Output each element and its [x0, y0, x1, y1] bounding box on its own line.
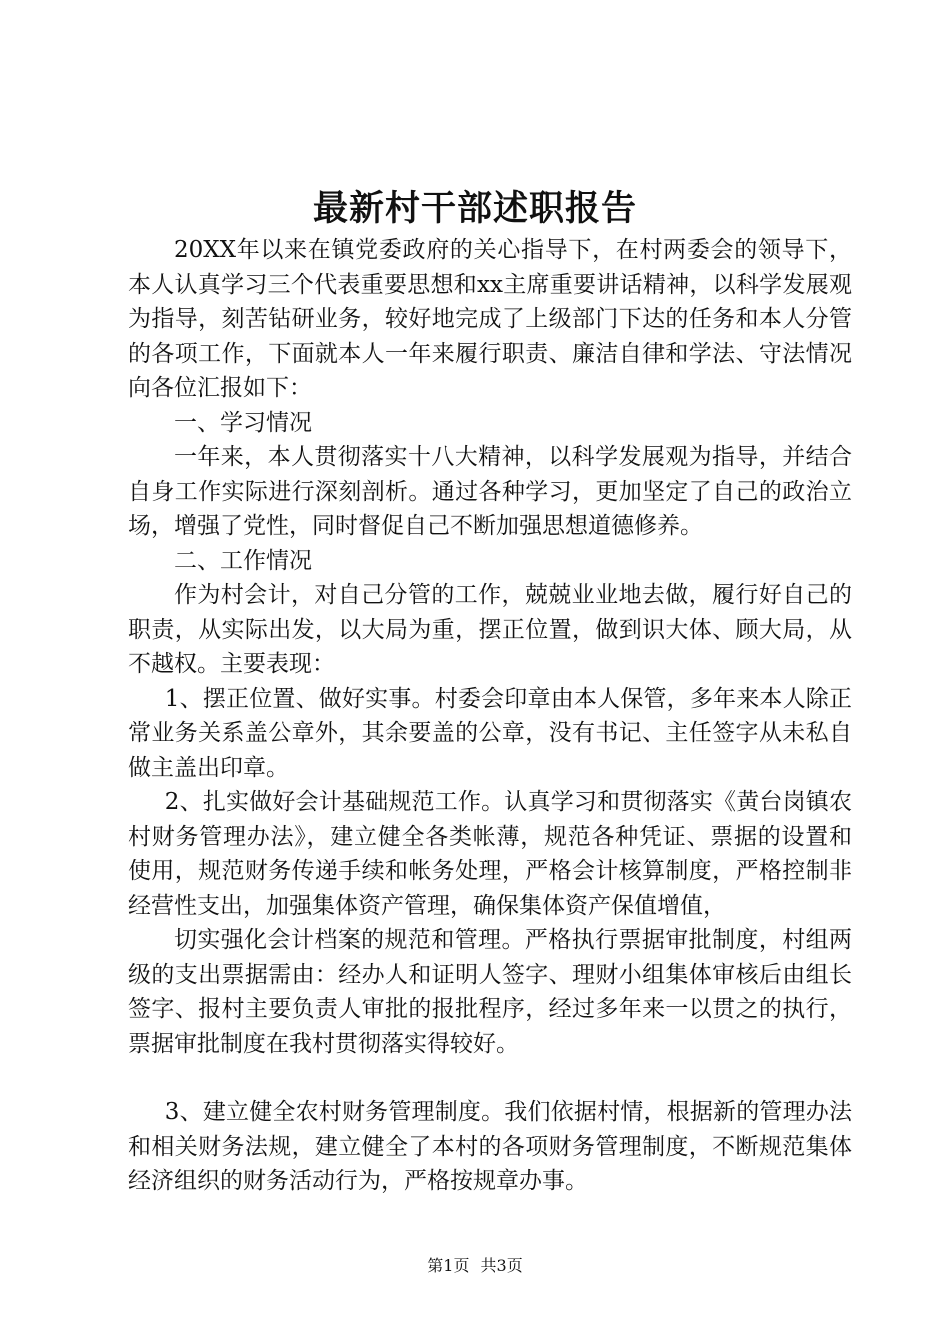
document-body [128, 233, 852, 1199]
document-title: 最新村干部述职报告 [312, 188, 637, 229]
paragraph-archives: 切实强化会计档案的规范和管理。严格执行票据审批制度，村组两级的支出票据需由：经办人和证明人签字、理财小组集体审核后由组长签字、报村主要负责人审批的报批程序，经过多年来一以贯之的执行，票据审批制度在我村贯彻落实得较好。 [128, 927, 852, 1057]
paragraph-study: 一年来，本人贯彻落实十八大精神，以科学发展观为指导，并结合自身工作实际进行深刻剖析。通过各种学习，更加坚定了自己的政治立场，增强了党性，同时督促自己不断加强思想道德修养。 [128, 444, 852, 539]
paragraph-intro: 20XX年以来在镇党委政府的关心指导下，在村两委会的领导下，本人认真学习三个代表重要思想和xx主席重要讲话精神，以科学发展观为指导，刻苦钻研业务，较好地完成了上级部门下达的任务和本人分管的各项工作，下面就本人一年来履行职责、廉洁自律和学法、守法情况向各位汇报如下： [128, 237, 852, 401]
paragraph-work: 作为村会计，对自己分管的工作，兢兢业业地去做，履行好自己的职责，从实际出发，以大局为重，摆正位置，做到识大体、顾大局，从不越权。主要表现： [128, 582, 852, 677]
paragraph-item-2: 2、扎实做好会计基础规范工作。认真学习和贯彻落实《黄台岗镇农村财务管理办法》，建立健全各类帐薄，规范各种凭证、票据的设置和使用，规范财务传递手续和帐务处理，严格会计核算制度，严格控制非经营性支出，加强集体资产管理，确保集体资产保值增值， [128, 789, 852, 919]
paragraph-item-3: 3、建立健全农村财务管理制度。我们依据村情，根据新的管理办法和相关财务法规，建立健全了本村的各项财务管理制度，不断规范集体经济组织的财务活动行为，严格按规章办事。 [128, 1099, 852, 1194]
page-total: 共3页 [480, 1256, 523, 1275]
section-heading-study: 一、学习情况 [174, 409, 312, 436]
paragraph-gap [128, 1061, 852, 1095]
page-number: 第1页 [427, 1256, 470, 1275]
page-footer [0, 1255, 950, 1277]
section-heading-work: 二、工作情况 [174, 547, 312, 574]
paragraph-item-1: 1、摆正位置、做好实事。村委会印章由本人保管，多年来本人除正常业务关系盖公章外，其余要盖的公章，没有书记、主任签字从未私自做主盖出印章。 [128, 685, 852, 781]
